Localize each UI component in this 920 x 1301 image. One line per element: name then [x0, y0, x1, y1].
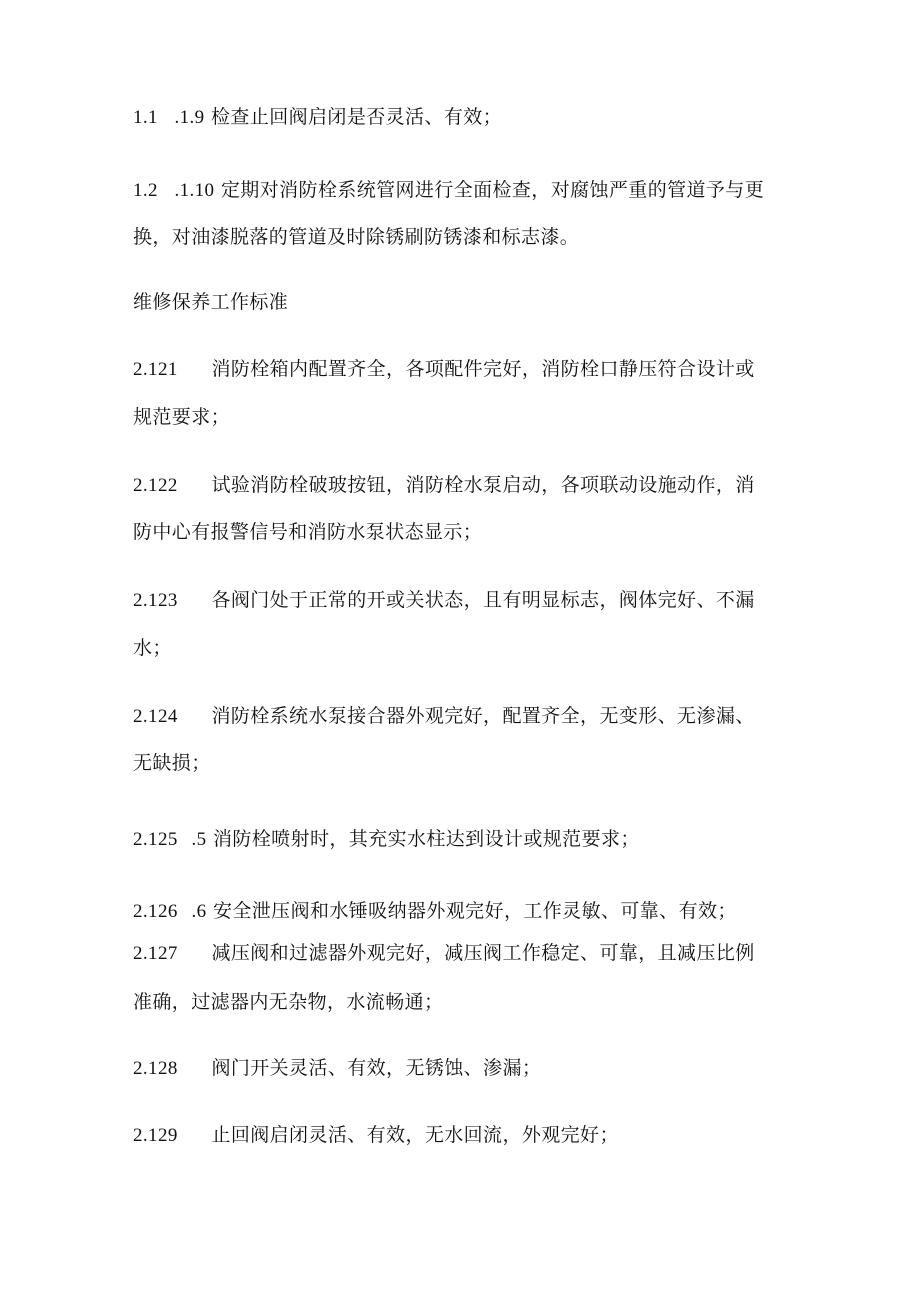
item-2-121 — [133, 357, 755, 382]
item-text: 消防栓箱内配置齐全，各项配件完好，消防栓口静压符合设计或 — [211, 358, 755, 380]
item-text: 消防栓喷射时，其充实水柱达到设计或规范要求； — [212, 828, 640, 850]
item-text: 试验消防栓破玻按钮，消防栓水泵启动，各项联动设施动作，消 — [211, 474, 755, 496]
item-text: 无缺损； — [133, 752, 211, 774]
item-2-125 — [133, 827, 640, 852]
item-subnumber: .5 — [191, 829, 207, 850]
item-2-123 — [133, 588, 755, 613]
item-number: 2.129 — [133, 1125, 178, 1146]
item-number: 2.126 — [133, 901, 178, 922]
item-number: 2.124 — [133, 706, 178, 727]
item-1-2-cont — [133, 225, 579, 249]
item-text: 防中心有报警信号和消防水泵状态显示； — [133, 521, 483, 543]
item-subnumber: .6 — [191, 901, 207, 922]
item-1-2 — [133, 178, 764, 203]
item-text: 定期对消防栓系统管网进行全面检查，对腐蚀严重的管道予与更 — [220, 179, 765, 201]
item-2-126 — [133, 899, 737, 924]
item-number: 2.128 — [133, 1058, 178, 1079]
item-text: 止回阀启闭灵活、有效，无水回流，外观完好； — [211, 1124, 619, 1146]
item-2-124-cont — [133, 751, 211, 775]
item-subnumber: .1.9 — [174, 107, 205, 128]
item-number: 2.127 — [133, 943, 178, 964]
item-text: 消防栓系统水泵接合器外观完好，配置齐全，无变形、无渗漏、 — [211, 705, 755, 727]
item-number: 1.2 — [133, 180, 158, 201]
item-text: 准确，过滤器内无杂物，水流畅通； — [133, 991, 444, 1013]
item-text: 检查止回阀启闭是否灵活、有效； — [211, 106, 503, 128]
item-subnumber: .1.10 — [174, 180, 215, 201]
item-2-122-cont — [133, 520, 482, 544]
item-text: 阀门开关灵活、有效，无锈蚀、渗漏； — [211, 1057, 542, 1079]
item-2-121-cont — [133, 405, 230, 429]
item-2-127 — [133, 941, 755, 966]
item-number: 2.125 — [133, 829, 178, 850]
section-heading — [133, 290, 288, 314]
item-2-122 — [133, 473, 755, 498]
item-2-127-cont — [133, 990, 443, 1014]
item-1-1 — [133, 105, 502, 130]
item-number: 2.123 — [133, 590, 178, 611]
item-text: 减压阀和过滤器外观完好，减压阀工作稳定、可靠，且减压比例 — [211, 942, 755, 964]
item-text: 水； — [133, 637, 172, 659]
item-number: 2.122 — [133, 475, 178, 496]
item-number: 1.1 — [133, 107, 158, 128]
item-number: 2.121 — [133, 359, 178, 380]
heading-text: 维修保养工作标准 — [133, 291, 289, 313]
item-2-129 — [133, 1123, 619, 1148]
item-text: 各阀门处于正常的开或关状态，且有明显标志，阀体完好、不漏 — [211, 589, 755, 611]
item-text: 规范要求； — [133, 406, 231, 428]
item-text: 换，对油漆脱落的管道及时除锈刷防锈漆和标志漆。 — [133, 226, 580, 248]
item-2-123-cont — [133, 636, 172, 660]
item-2-124 — [133, 704, 755, 729]
item-2-128 — [133, 1056, 541, 1081]
item-text: 安全泄压阀和水锤吸纳器外观完好，工作灵敏、可靠、有效； — [212, 900, 737, 922]
